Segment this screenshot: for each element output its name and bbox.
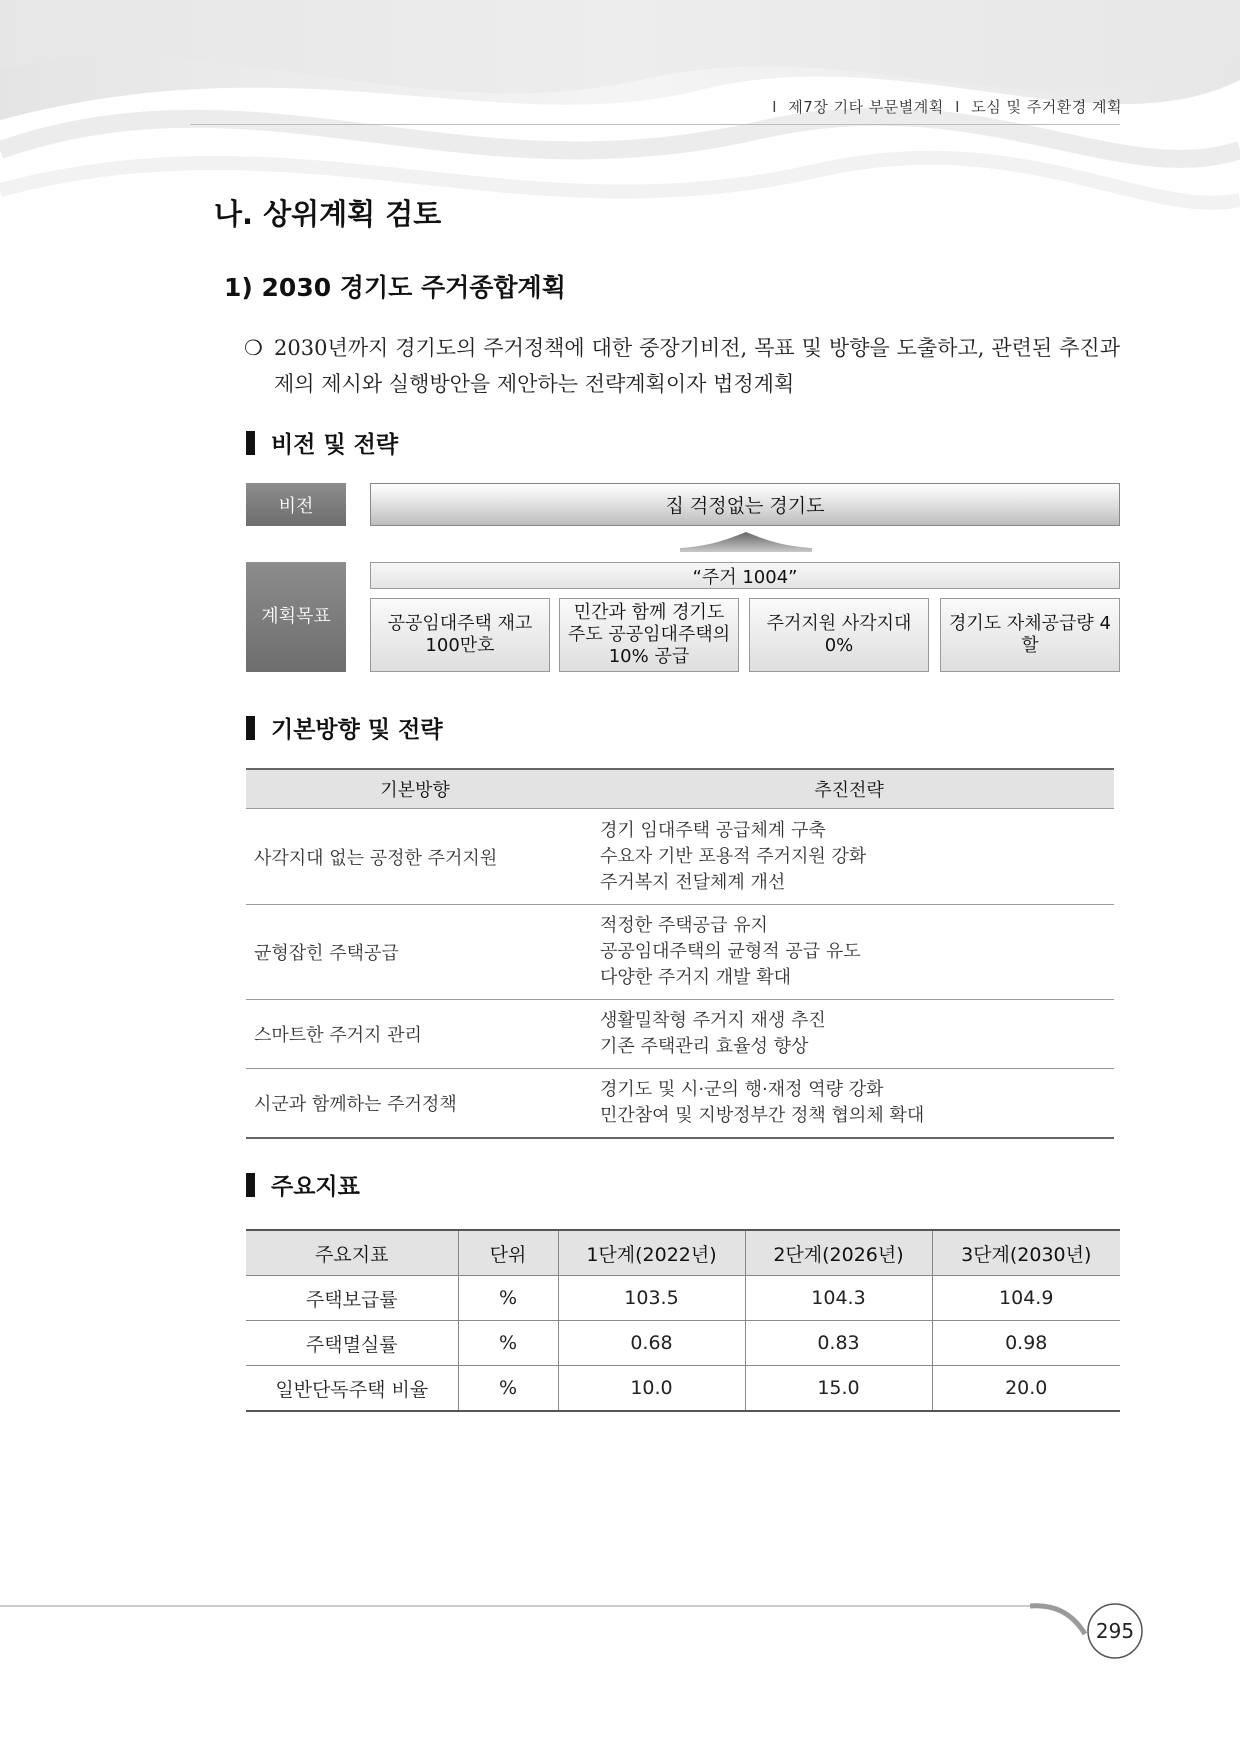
strategy-item: 경기도 및 시·군의 행·재정 역량 강화 (600, 1079, 884, 1100)
table-row (246, 1321, 1120, 1366)
strategy-table (246, 768, 1114, 1139)
indicator-heading-text: 주요지표 (271, 1174, 360, 1200)
header-separator: Ⅰ (772, 98, 777, 116)
indicator-value: 0.98 (932, 1321, 1120, 1366)
section-title: 나. 상위계획 검토 (214, 197, 442, 231)
strategy-heading-text: 기본방향 및 전략 (271, 717, 443, 743)
header-chapter: 제7장 기타 부문별계획 (788, 98, 944, 116)
goal-banner: “주거 1004” (370, 562, 1120, 589)
indicator-name: 일반단독주택 비율 (246, 1366, 458, 1412)
strategy-item: 생활밀착형 주거지 재생 추진 (600, 1010, 826, 1031)
running-header (766, 96, 1122, 117)
indicator-name: 주택보급률 (246, 1276, 458, 1321)
strategy-cell (584, 1000, 1114, 1069)
table-row (246, 1366, 1120, 1412)
vision-label: 비전 (246, 483, 346, 526)
direction-cell: 시군과 함께하는 주거정책 (246, 1069, 584, 1139)
indicator-value: 20.0 (932, 1366, 1120, 1412)
table-row (246, 1069, 1114, 1139)
table-row (246, 905, 1114, 1000)
intro-text: 2030년까지 경기도의 주거정책에 대한 중장기비전, 목표 및 방향을 도출하고, 관련된 추진과제의 제시와 실행방안을 제안하는 전략계획이자 법정계획 (274, 336, 1120, 396)
vision-heading-text: 비전 및 전략 (271, 432, 399, 458)
footer-decoration (0, 1590, 1240, 1670)
goal-box: 주거지원 사각지대 0% (749, 598, 929, 672)
column-header: 1단계(2022년) (558, 1230, 745, 1276)
indicator-unit: % (458, 1321, 558, 1366)
header-rule (190, 124, 1120, 125)
vision-heading (246, 426, 398, 459)
indicator-value: 10.0 (558, 1366, 745, 1412)
direction-cell: 균형잡힌 주택공급 (246, 905, 584, 1000)
strategy-item: 공공임대주택의 균형적 공급 유도 (600, 941, 861, 962)
direction-cell: 사각지대 없는 공정한 주거지원 (246, 809, 584, 905)
strategy-item: 민간참여 및 지방정부간 정책 협의체 확대 (600, 1105, 925, 1126)
indicator-value: 104.9 (932, 1276, 1120, 1321)
indicator-name: 주택멸실률 (246, 1321, 458, 1366)
column-header: 2단계(2026년) (745, 1230, 932, 1276)
table-row (246, 1000, 1114, 1069)
up-arrow-icon (680, 530, 812, 552)
table-row (246, 1276, 1120, 1321)
indicator-value: 15.0 (745, 1366, 932, 1412)
page-number: 295 (1095, 1619, 1135, 1643)
indicator-table (246, 1229, 1120, 1412)
indicator-value: 103.5 (558, 1276, 745, 1321)
strategy-item: 수요자 기반 포용적 주거지원 강화 (600, 845, 867, 867)
column-header: 추진전략 (584, 769, 1114, 809)
strategy-heading (246, 711, 443, 744)
indicator-heading (246, 1168, 360, 1201)
heading-square-icon (246, 716, 255, 740)
column-header: 기본방향 (246, 769, 584, 809)
indicator-unit: % (458, 1366, 558, 1412)
strategy-cell (584, 809, 1114, 905)
column-header: 단위 (458, 1230, 558, 1276)
strategy-item: 적정한 주택공급 유지 (600, 915, 768, 936)
header-background-wave (0, 0, 1240, 260)
direction-cell: 스마트한 주거지 관리 (246, 1000, 584, 1069)
table-row (246, 809, 1114, 905)
strategy-item: 주거복지 전달체계 개선 (600, 871, 786, 893)
strategy-item: 기존 주택관리 효율성 향상 (600, 1036, 809, 1057)
indicator-unit: % (458, 1276, 558, 1321)
header-separator: Ⅰ (955, 98, 960, 116)
goal-label: 계획목표 (246, 562, 346, 672)
vision-bar: 집 걱정없는 경기도 (370, 483, 1120, 526)
goal-box: 민간과 함께 경기도 주도 공공임대주택의 10% 공급 (559, 598, 739, 672)
indicator-value: 104.3 (745, 1276, 932, 1321)
indicator-value: 0.68 (558, 1321, 745, 1366)
strategy-cell (584, 905, 1114, 1000)
heading-square-icon (246, 431, 255, 455)
intro-paragraph (244, 330, 1120, 402)
subsection-title: 1) 2030 경기도 주거종합계획 (224, 273, 566, 302)
indicator-value: 0.83 (745, 1321, 932, 1366)
header-section: 도심 및 주거환경 계획 (971, 98, 1122, 116)
bullet-icon: ❍ (244, 336, 263, 360)
strategy-item: 다양한 주거지 개발 확대 (600, 967, 792, 988)
goal-box: 경기도 자체공급량 4할 (940, 598, 1120, 672)
column-header: 주요지표 (246, 1230, 458, 1276)
strategy-item: 경기 임대주택 공급체계 구축 (600, 819, 826, 841)
heading-square-icon (246, 1173, 255, 1197)
column-header: 3단계(2030년) (932, 1230, 1120, 1276)
goal-box: 공공임대주택 재고 100만호 (370, 598, 550, 672)
strategy-cell (584, 1069, 1114, 1139)
